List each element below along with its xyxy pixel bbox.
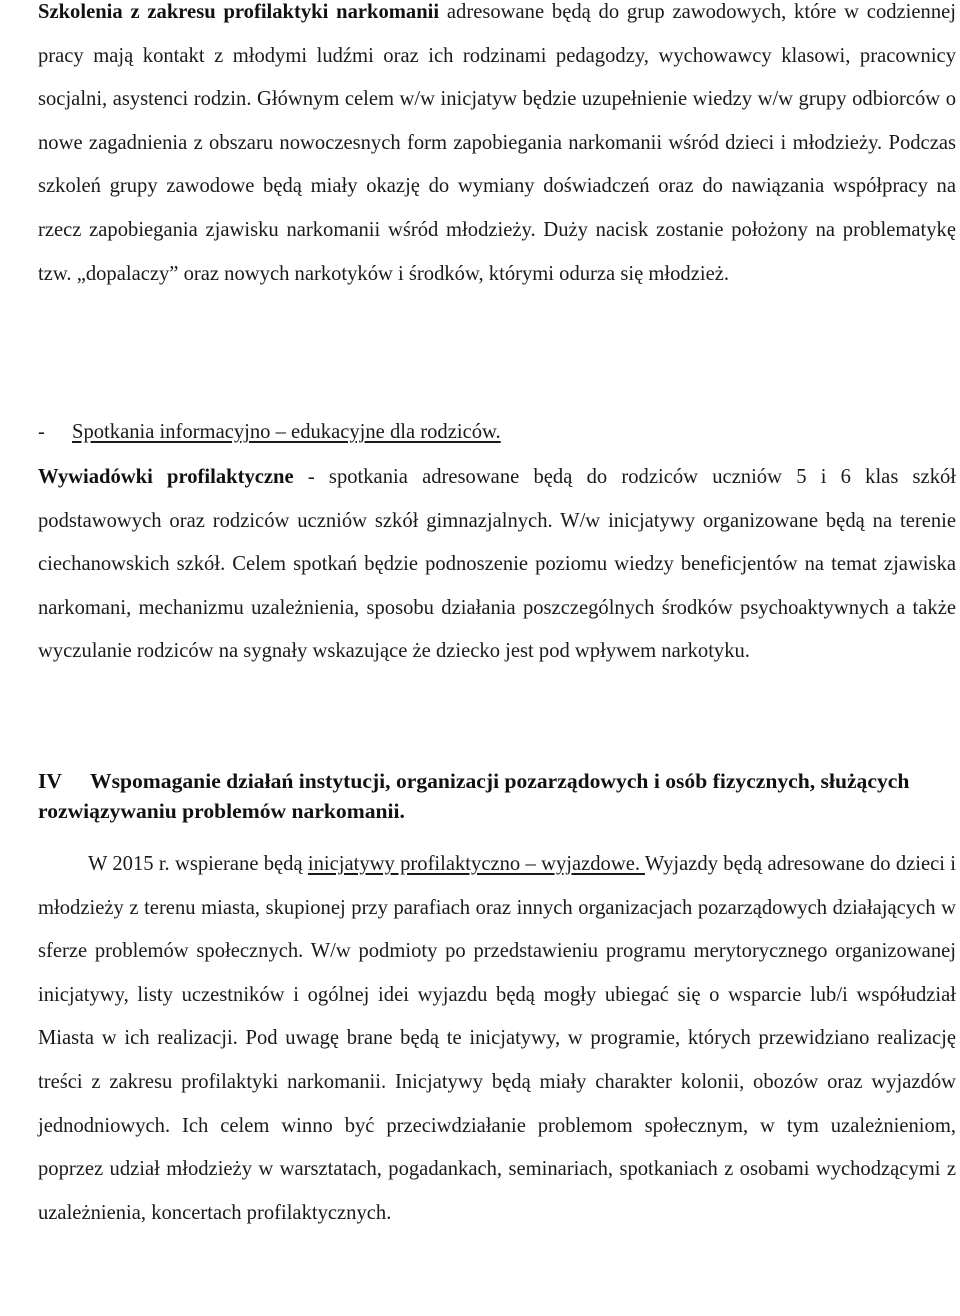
trips-body: Wyjazdy będą adresowane do dzieci i młodzieży z terenu miasta, skupionej przy parafiach oraz innych organizacjach pozarządowych działających w sferze problemów społecznych. W/w podmioty po przedstawieniu programu merytorycznego organizowanej inicjatywy, listy uczestników i ogólnej idei wyjazdu będą mogły ubiegać się o wsparcie lub/i współudział Miasta w ich realizacji. Pod uwagę brane będą te inicjatywy, w programie, których przewidziano realizację treści z zakresu profilaktyki narkomanii. Inicjatywy będą miały charakter kolonii, obozów oraz wyjazdów jednodniowych. Ich celem winno być przeciwdziałanie problemom społecznym, w tym uzależnieniom, poprzez udział młodzieży w warsztatach, pogadankach, seminariach, spotkaniach z osobami wychodzącymi z uzależnienia, koncertach profilaktycznych. [38,853,956,1224]
section-number: IV [38,769,62,793]
list-item-label: Spotkania informacyjno – edukacyjne dla rodziców. [72,421,501,443]
parent-meetings-lead: Wywiadówki profilaktyczne [38,466,294,488]
list-dash: - [38,421,45,443]
trips-intro: W 2015 r. wspierane będą [88,853,308,875]
paragraph-parent-meetings [38,456,956,674]
paragraph-trips [38,843,956,1235]
training-body: adresowane będą do grup zawodowych, które w codziennej pracy mają kontakt z młodymi ludźmi oraz ich rodzinami pedagodzy, wychowawcy klasowi, pracownicy socjalni, asystenci rodzin. Głównym celem w/w inicjatyw będzie uzupełnienie wiedzy w/w grupy odbiorców o nowe zagadnienia z obszaru nowoczesnych form zapobiegania narkomanii wśród dzieci i młodzieży. Podczas szkoleń grupy zawodowe będą miały okazję do wymiany doświadczeń oraz do nawiązania współpracy na rzecz zapobiegania zjawisku narkomanii wśród młodzieży. Duży nacisk zostanie położony na problematykę tzw. „dopalaczy” oraz nowych narkotyków i środków, którymi odurza się młodzież. [38,1,956,285]
training-lead: Szkolenia z zakresu profilaktyki narkomanii [38,1,440,23]
parent-meetings-body: - spotkania adresowane będą do rodziców uczniów 5 i 6 klas szkół podstawowych oraz rodziców uczniów szkół gimnazjalnych. W/w inicjatywy organizowane będą na terenie ciechanowskich szkół. Celem spotkań będzie podnoszenie poziomu wiedzy beneficjentów na temat zjawiska narkomani, mechanizmu uzależnienia, sposobu działania poszczególnych środków psychoaktywnych a także wyczulanie rodziców na sygnały wskazujące że dziecko jest pod wpływem narkotyku. [38,466,957,663]
trips-underlined: inicjatywy profilaktyczno – wyjazdowe. [307,853,645,875]
paragraph-training [38,0,956,296]
section-title: Wspomaganie działań instytucji, organizacji pozarządowych i osób fizycznych, służących rozwiązywaniu problemów narkomanii. [38,769,910,823]
list-item-parent-meetings [38,411,956,455]
section-heading [38,766,956,826]
